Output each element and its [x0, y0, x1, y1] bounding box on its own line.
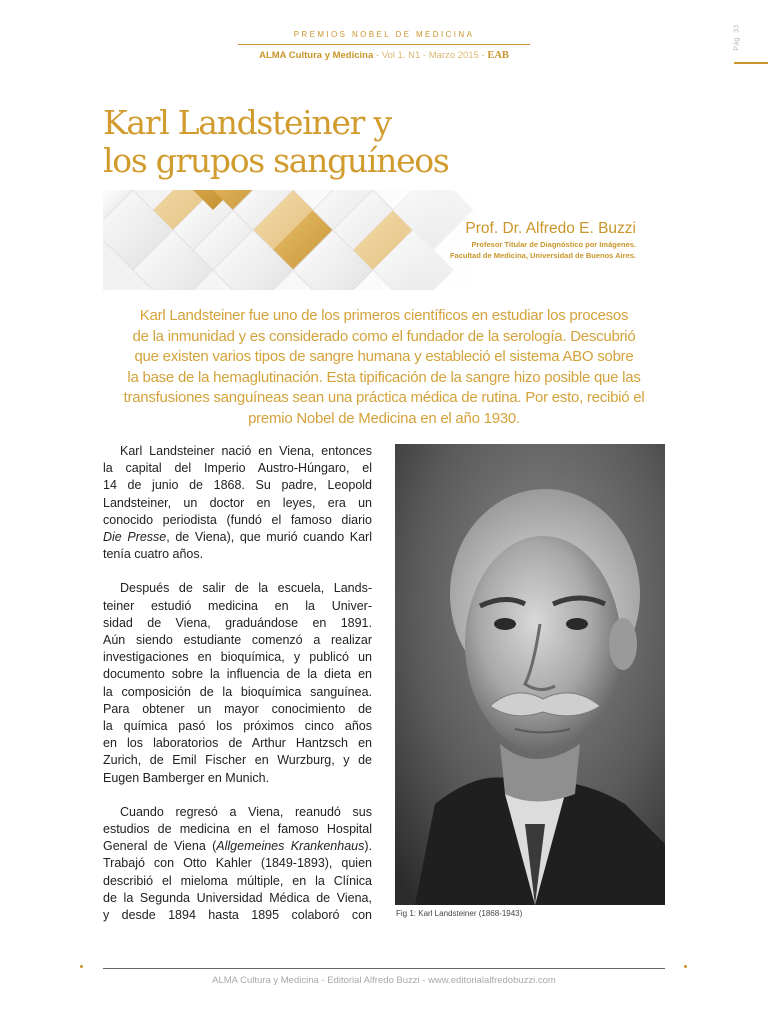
body-line: y desde 1894 hasta 1895 colaboró con [103, 908, 372, 923]
body-line: Karl Landsteiner nació en Viena, entonces [120, 444, 372, 458]
lead-line: Karl Landsteiner fue uno de los primeros científicos en estudiar los procesos [139, 307, 629, 324]
lead-line: transfusiones sanguíneas sean una práctica médica de rutina. Por esto, recibió el [123, 389, 645, 407]
header-divider [238, 44, 530, 45]
body-line: Aún siendo estudiante comenzó a realizar [103, 633, 372, 648]
body-line: describió el mieloma múltiple, en la Clínica [103, 873, 372, 888]
lead-line: premio Nobel de Medicina en el año 1930. [248, 409, 520, 427]
article-title [103, 104, 523, 180]
body-line: Zurich, de Emil Fischer en Wurzburg, y de [103, 753, 372, 768]
lead-line: la base de la hemaglutinación. Esta tipificación de la sangre hizo posible que las [127, 368, 641, 386]
body-line: sidad de Viena, graduándose en 1891. [103, 615, 372, 630]
portrait-photo [395, 444, 665, 905]
body-line: de la Segunda Universidad Médica de Viena, [103, 890, 372, 905]
body-line: la química pasó los próximos cinco años [103, 719, 372, 734]
body-line: tenía cuatro años. [103, 547, 204, 562]
body-line: Después de salir de la escuela, Lands- [120, 581, 372, 596]
body-line: documento sobre la influencia de la dieta en [103, 667, 372, 682]
body-line: General de Viena (Allgemeines Krankenhaus). [103, 839, 373, 854]
footer-text: ALMA Cultura y Medicina - Editorial Alfredo Buzzi - www.editorialalfredobuzzi.com [212, 975, 556, 986]
body-line: Para obtener un mayor conocimiento de [103, 701, 372, 716]
body-line: estudios de medicina en el famoso Hospital [103, 822, 372, 837]
body-line: Eugen Bamberger en Munich. [103, 770, 270, 785]
body-paragraph-2 [103, 580, 372, 786]
page-number-label: Pág. 33 [733, 24, 741, 51]
title-line-1: Karl Landsteiner y [103, 103, 391, 142]
section-label: PREMIOS NOBEL DE MEDICINA [293, 30, 475, 39]
hospital-name: Allgemeines Krankenhaus [216, 839, 365, 854]
body-line: Die Presse, de Viena), que murió cuando Karl [103, 530, 372, 545]
lead-line: de la inmunidad y es considerado como el fundador de la serología. Descubrió [132, 327, 636, 345]
body-paragraph-1 [103, 443, 372, 563]
body-line: Trabajó con Otto Kahler (1849-1893), quien [103, 856, 372, 871]
body-paragraph-3 [103, 804, 372, 924]
footer-dot-right [684, 965, 687, 968]
body-line: la composición de la bioquímica sanguínea. [103, 684, 372, 699]
body-line: Landsteiner, un doctor en leyes, era un [103, 495, 372, 510]
body-line: investigaciones en bioquímica, y publicó un [103, 650, 372, 665]
body-line: teiner estudió medicina en la Univer- [103, 598, 372, 613]
body-line: 14 de junio de 1868. Su padre, Leopold [103, 478, 372, 493]
title-line-2: los grupos sanguíneos [103, 141, 449, 180]
body-line: Cuando regresó a Viena, reanudó sus [120, 804, 372, 819]
body-line: conocido periodista (fundó el famoso diario [103, 512, 372, 527]
footer-divider [103, 968, 665, 969]
figure-caption: Fig 1: Karl Landsteiner (1868-1943) [396, 909, 523, 918]
lead-line: que existen varios tipos de sangre humana y estableció el sistema ABO sobre [134, 348, 634, 366]
author-affiliation-1: Profesor Titular de Diagnóstico por Imágenes. [471, 240, 636, 249]
publisher-mark: EAB [487, 50, 509, 61]
body-text-column [103, 443, 372, 941]
newspaper-name: Die Presse [103, 530, 167, 545]
journal-line [238, 50, 530, 61]
page-number-rule [734, 62, 768, 64]
journal-name: ALMA Cultura y Medicina [259, 50, 374, 61]
journal-issue: - Vol 1. N1 - Marzo 2015 - [373, 50, 488, 61]
footer-dot-left [80, 965, 83, 968]
author-affiliation-2: Facultad de Medicina, Universidad de Buenos Aires. [449, 251, 636, 260]
body-line: la capital del Imperio Austro-Húngaro, el [103, 461, 372, 476]
page-number [730, 22, 750, 56]
author-name: Prof. Dr. Alfredo E. Buzzi [465, 220, 636, 237]
portrait-illustration [395, 444, 665, 905]
body-line: en los laboratorios de Arthur Hantzsch en [103, 736, 372, 751]
lead-paragraph [104, 306, 664, 430]
